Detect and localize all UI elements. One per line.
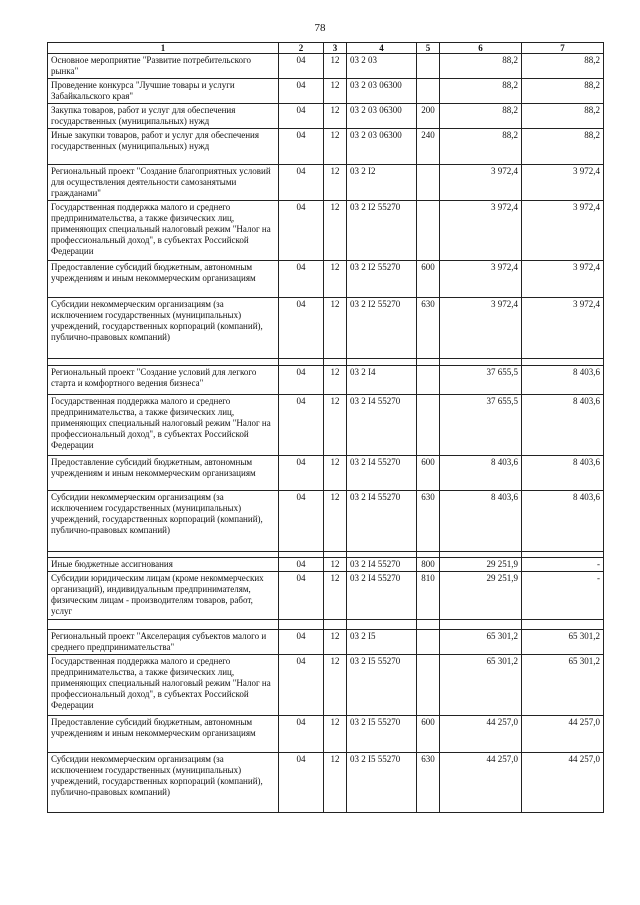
- row-cell-c7: 88,2: [522, 54, 604, 79]
- row-cell-c7: 88,2: [522, 104, 604, 129]
- row-cell-c4: 03 2 I2: [347, 165, 417, 201]
- row-name-cell: Государственная поддержка малого и среднего предпринимательства, а также физических лиц, применяющих специальный налоговый режим "Налог на профессиональный доход", в субъектах Российской Федерации: [48, 201, 279, 261]
- row-cell-c6: 44 257,0: [440, 716, 522, 753]
- row-cell-c2: 04: [279, 104, 324, 129]
- row-cell-c6: 88,2: [440, 129, 522, 165]
- row-cell-c5: 810: [417, 572, 440, 620]
- row-cell-c5: 800: [417, 558, 440, 572]
- row-cell-c2: 04: [279, 395, 324, 456]
- row-cell-c6: 88,2: [440, 54, 522, 79]
- row-name-cell: Государственная поддержка малого и среднего предпринимательства, а также физических лиц, применяющих специальный налоговый режим "Налог на профессиональный доход", в субъектах Российской Федерации: [48, 395, 279, 456]
- row-cell-c2: 04: [279, 201, 324, 261]
- row-cell-c7: 3 972,4: [522, 261, 604, 298]
- row-cell-c6: 65 301,2: [440, 655, 522, 716]
- table-header-row: [48, 43, 604, 54]
- row-cell-c5: [417, 201, 440, 261]
- row-name-cell: Региональный проект "Создание условий для легкого старта и комфортного ведения бизнеса": [48, 366, 279, 395]
- row-name-cell: Закупка товаров, работ и услуг для обеспечения государственных (муниципальных) нужд: [48, 104, 279, 129]
- row-cell-c6: 3 972,4: [440, 201, 522, 261]
- row-cell-c3: 12: [324, 261, 347, 298]
- spacer-cell: [417, 620, 440, 630]
- row-cell-c7: 3 972,4: [522, 165, 604, 201]
- row-name-cell: Субсидии юридическим лицам (кроме некоммерческих организаций), индивидуальным предпринимателям, физическим лицам - производителям товаров, работ, услуг: [48, 572, 279, 620]
- table-row: [48, 630, 604, 655]
- row-cell-c3: 12: [324, 456, 347, 491]
- table-row: [48, 201, 604, 261]
- spacer-cell: [324, 620, 347, 630]
- row-name-cell: Предоставление субсидий бюджетным, автономным учреждениям и иным некоммерческим организациям: [48, 456, 279, 491]
- header-col-5: 5: [417, 43, 440, 54]
- row-cell-c7: 8 403,6: [522, 395, 604, 456]
- table-row: [48, 261, 604, 298]
- row-cell-c7: 44 257,0: [522, 716, 604, 753]
- row-cell-c4: 03 2 03 06300: [347, 129, 417, 165]
- spacer-cell: [417, 359, 440, 366]
- row-cell-c4: 03 2 I4 55270: [347, 558, 417, 572]
- row-cell-c3: 12: [324, 395, 347, 456]
- row-name-cell: Иные закупки товаров, работ и услуг для обеспечения государственных (муниципальных) нужд: [48, 129, 279, 165]
- row-name-cell: Предоставление субсидий бюджетным, автономным учреждениям и иным некоммерческим организациям: [48, 716, 279, 753]
- row-name-cell: Иные бюджетные ассигнования: [48, 558, 279, 572]
- row-cell-c5: [417, 395, 440, 456]
- row-cell-c7: 8 403,6: [522, 491, 604, 552]
- row-cell-c7: -: [522, 572, 604, 620]
- row-cell-c4: 03 2 I5 55270: [347, 716, 417, 753]
- row-cell-c2: 04: [279, 129, 324, 165]
- row-cell-c2: 04: [279, 716, 324, 753]
- row-cell-c2: 04: [279, 298, 324, 359]
- row-cell-c4: 03 2 I4 55270: [347, 491, 417, 552]
- row-cell-c6: 88,2: [440, 104, 522, 129]
- row-cell-c6: 8 403,6: [440, 491, 522, 552]
- row-cell-c4: 03 2 I5 55270: [347, 753, 417, 813]
- row-cell-c5: [417, 630, 440, 655]
- header-col-7: 7: [522, 43, 604, 54]
- row-cell-c3: 12: [324, 572, 347, 620]
- row-cell-c3: 12: [324, 655, 347, 716]
- row-name-cell: Проведение конкурса "Лучшие товары и услуги Забайкальского края": [48, 79, 279, 104]
- row-cell-c4: 03 2 I4 55270: [347, 395, 417, 456]
- row-cell-c4: 03 2 03 06300: [347, 79, 417, 104]
- table-row: [48, 753, 604, 813]
- header-col-3: 3: [324, 43, 347, 54]
- row-cell-c4: 03 2 I4 55270: [347, 456, 417, 491]
- table-row: [48, 716, 604, 753]
- row-cell-c2: 04: [279, 261, 324, 298]
- row-cell-c4: 03 2 I5: [347, 630, 417, 655]
- row-cell-c6: 29 251,9: [440, 572, 522, 620]
- row-cell-c3: 12: [324, 366, 347, 395]
- table-row: [48, 298, 604, 359]
- table-row: [48, 129, 604, 165]
- spacer-cell: [522, 359, 604, 366]
- row-cell-c3: 12: [324, 298, 347, 359]
- spacer-cell: [347, 620, 417, 630]
- row-name-cell: Субсидии некоммерческим организациям (за исключением государственных (муниципальных) учреждений, государственных корпораций (компаний), публично-правовых компаний): [48, 753, 279, 813]
- row-cell-c5: [417, 54, 440, 79]
- row-cell-c7: 88,2: [522, 129, 604, 165]
- row-spacer: [48, 359, 604, 366]
- table-row: [48, 572, 604, 620]
- row-name-cell: Региональный проект "Создание благоприятных условий для осуществления деятельности самозанятыми гражданами": [48, 165, 279, 201]
- row-cell-c4: 03 2 I2 55270: [347, 201, 417, 261]
- row-cell-c5: [417, 79, 440, 104]
- row-cell-c2: 04: [279, 79, 324, 104]
- row-cell-c4: 03 2 I5 55270: [347, 655, 417, 716]
- row-cell-c3: 12: [324, 716, 347, 753]
- spacer-cell: [522, 620, 604, 630]
- spacer-cell: [440, 359, 522, 366]
- row-cell-c5: [417, 165, 440, 201]
- row-spacer: [48, 620, 604, 630]
- row-name-cell: Региональный проект "Акселерация субъектов малого и среднего предпринимательства": [48, 630, 279, 655]
- header-col-1: 1: [48, 43, 279, 54]
- row-cell-c2: 04: [279, 655, 324, 716]
- table-row: [48, 104, 604, 129]
- row-cell-c7: 65 301,2: [522, 630, 604, 655]
- row-cell-c7: 8 403,6: [522, 456, 604, 491]
- table-row: [48, 491, 604, 552]
- row-cell-c5: 630: [417, 491, 440, 552]
- row-cell-c5: 630: [417, 753, 440, 813]
- row-cell-c4: 03 2 03 06300: [347, 104, 417, 129]
- row-cell-c6: 3 972,4: [440, 165, 522, 201]
- spacer-cell: [48, 620, 279, 630]
- row-cell-c7: 88,2: [522, 79, 604, 104]
- budget-table: [47, 42, 604, 813]
- table-row: [48, 366, 604, 395]
- row-cell-c5: 200: [417, 104, 440, 129]
- header-col-2: 2: [279, 43, 324, 54]
- row-cell-c4: 03 2 I2 55270: [347, 261, 417, 298]
- table-row: [48, 165, 604, 201]
- row-name-cell: Предоставление субсидий бюджетным, автономным учреждениям и иным некоммерческим организациям: [48, 261, 279, 298]
- spacer-cell: [440, 620, 522, 630]
- page-number: 78: [314, 22, 326, 34]
- row-cell-c3: 12: [324, 558, 347, 572]
- row-cell-c7: 44 257,0: [522, 753, 604, 813]
- row-cell-c6: 37 655,5: [440, 366, 522, 395]
- row-cell-c7: 3 972,4: [522, 298, 604, 359]
- row-cell-c3: 12: [324, 104, 347, 129]
- spacer-cell: [324, 359, 347, 366]
- row-cell-c4: 03 2 I2 55270: [347, 298, 417, 359]
- row-cell-c6: 3 972,4: [440, 261, 522, 298]
- row-cell-c2: 04: [279, 165, 324, 201]
- row-cell-c3: 12: [324, 129, 347, 165]
- row-cell-c6: 44 257,0: [440, 753, 522, 813]
- row-cell-c3: 12: [324, 491, 347, 552]
- row-cell-c3: 12: [324, 201, 347, 261]
- row-cell-c4: 03 2 I4: [347, 366, 417, 395]
- row-name-cell: Субсидии некоммерческим организациям (за исключением государственных (муниципальных) учреждений, государственных корпораций (компаний), публично-правовых компаний): [48, 491, 279, 552]
- row-cell-c2: 04: [279, 630, 324, 655]
- row-name-cell: Основное мероприятие "Развитие потребительского рынка": [48, 54, 279, 79]
- row-name-cell: Субсидии некоммерческим организациям (за исключением государственных (муниципальных) учреждений, государственных корпораций (компаний), публично-правовых компаний): [48, 298, 279, 359]
- table-row: [48, 54, 604, 79]
- row-cell-c6: 8 403,6: [440, 456, 522, 491]
- row-cell-c6: 65 301,2: [440, 630, 522, 655]
- row-cell-c2: 04: [279, 558, 324, 572]
- row-cell-c2: 04: [279, 572, 324, 620]
- table-row: [48, 655, 604, 716]
- spacer-cell: [347, 359, 417, 366]
- row-cell-c7: -: [522, 558, 604, 572]
- row-cell-c4: 03 2 03: [347, 54, 417, 79]
- row-cell-c6: 3 972,4: [440, 298, 522, 359]
- row-cell-c2: 04: [279, 753, 324, 813]
- row-cell-c3: 12: [324, 630, 347, 655]
- row-cell-c7: 65 301,2: [522, 655, 604, 716]
- spacer-cell: [48, 359, 279, 366]
- table-row: [48, 558, 604, 572]
- row-name-cell: Государственная поддержка малого и среднего предпринимательства, а также физических лиц, применяющих специальный налоговый режим "Налог на профессиональный доход", в субъектах Российской Федерации: [48, 655, 279, 716]
- row-cell-c5: 600: [417, 456, 440, 491]
- header-col-6: 6: [440, 43, 522, 54]
- row-cell-c3: 12: [324, 165, 347, 201]
- row-cell-c6: 37 655,5: [440, 395, 522, 456]
- row-cell-c5: [417, 655, 440, 716]
- row-cell-c2: 04: [279, 456, 324, 491]
- row-cell-c3: 12: [324, 753, 347, 813]
- spacer-cell: [279, 620, 324, 630]
- row-cell-c7: 3 972,4: [522, 201, 604, 261]
- row-cell-c2: 04: [279, 54, 324, 79]
- row-cell-c5: [417, 366, 440, 395]
- row-cell-c2: 04: [279, 366, 324, 395]
- header-col-4: 4: [347, 43, 417, 54]
- row-cell-c5: 630: [417, 298, 440, 359]
- row-cell-c5: 240: [417, 129, 440, 165]
- spacer-cell: [279, 359, 324, 366]
- row-cell-c5: 600: [417, 261, 440, 298]
- row-cell-c2: 04: [279, 491, 324, 552]
- row-cell-c7: 8 403,6: [522, 366, 604, 395]
- row-cell-c3: 12: [324, 54, 347, 79]
- row-cell-c5: 600: [417, 716, 440, 753]
- row-cell-c6: 29 251,9: [440, 558, 522, 572]
- table-row: [48, 395, 604, 456]
- row-cell-c4: 03 2 I4 55270: [347, 572, 417, 620]
- table-row: [48, 456, 604, 491]
- table-row: [48, 79, 604, 104]
- row-cell-c6: 88,2: [440, 79, 522, 104]
- row-cell-c3: 12: [324, 79, 347, 104]
